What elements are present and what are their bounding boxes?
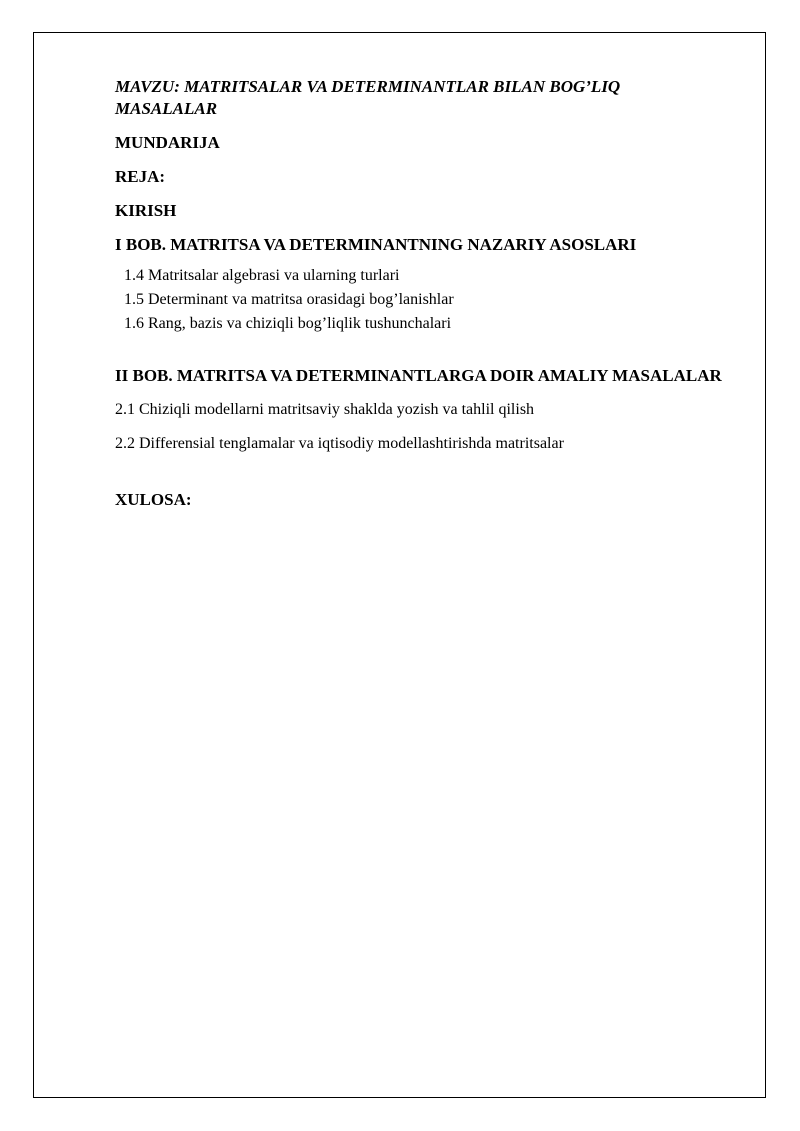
contents-heading: MUNDARIJA — [115, 133, 220, 152]
chapter-1-item: 1.6 Rang, bazis va chiziqli bog’liqlik tushunchalari — [124, 315, 452, 332]
chapter-1-item: 1.4 Matritsalar algebrasi va ularning turlari — [124, 267, 400, 284]
introduction-heading: KIRISH — [115, 201, 177, 220]
chapter-2-item: 2.2 Differensial tenglamalar va iqtisodiy modellashtirishda matritsalar — [115, 435, 564, 452]
plan-heading: REJA: — [115, 167, 166, 186]
chapter-1-items — [124, 264, 725, 336]
document-title: MAVZU: MATRITSALAR VA DETERMINANTLAR BILAN BOG’LIQ MASALALAR — [115, 77, 621, 118]
document-body — [115, 76, 725, 523]
chapter-2-heading: II BOB. MATRITSA VA DETERMINANTLARGA DOIR AMALIY MASALALAR — [115, 366, 722, 385]
chapter-1-item: 1.5 Determinant va matritsa orasidagi bog’lanishlar — [124, 291, 454, 308]
conclusion-heading: XULOSA: — [115, 490, 192, 509]
chapter-2-item: 2.1 Chiziqli modellarni matritsaviy shaklda yozish va tahlil qilish — [115, 401, 535, 418]
chapter-1-heading: I BOB. MATRITSA VA DETERMINANTNING NAZARIY ASOSLARI — [115, 235, 637, 254]
